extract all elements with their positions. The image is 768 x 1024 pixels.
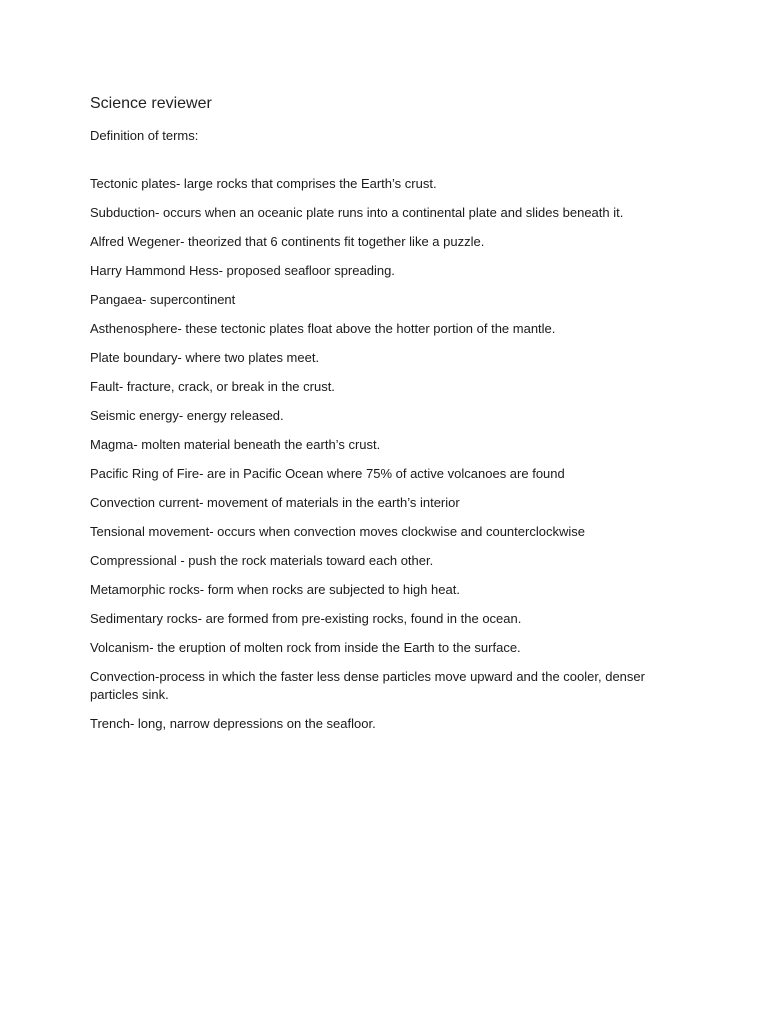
document-title: Science reviewer [90,95,212,112]
term-item: Subduction- occurs when an oceanic plate runs into a continental plate and slides beneath it. [90,205,624,220]
terms-list [90,175,650,744]
term-item: Magma- molten material beneath the earth’s crust. [90,437,381,452]
term-item: Trench- long, narrow depressions on the seafloor. [90,716,376,731]
term-item: Pacific Ring of Fire- are in Pacific Ocean where 75% of active volcanoes are found [90,466,565,481]
term-item: Alfred Wegener- theorized that 6 continents fit together like a puzzle. [90,234,485,249]
term-item: Convection-process in which the faster less dense particles move upward and the cooler, denser particles sink. [90,669,645,702]
term-item: Sedimentary rocks- are formed from pre-existing rocks, found in the ocean. [90,611,522,626]
term-item: Volcanism- the eruption of molten rock from inside the Earth to the surface. [90,640,521,655]
term-item: Fault- fracture, crack, or break in the crust. [90,379,335,394]
term-item: Pangaea- supercontinent [90,292,236,307]
term-item: Asthenosphere- these tectonic plates float above the hotter portion of the mantle. [90,321,556,336]
section-heading: Definition of terms: [90,128,199,143]
term-item: Tectonic plates- large rocks that comprises the Earth’s crust. [90,176,437,191]
term-item: Compressional - push the rock materials toward each other. [90,553,434,568]
term-item: Convection current- movement of materials in the earth’s interior [90,495,460,510]
term-item: Plate boundary- where two plates meet. [90,350,320,365]
term-item: Seismic energy- energy released. [90,408,284,423]
term-item: Harry Hammond Hess- proposed seafloor spreading. [90,263,395,278]
term-item: Metamorphic rocks- form when rocks are subjected to high heat. [90,582,460,597]
term-item: Tensional movement- occurs when convection moves clockwise and counterclockwise [90,524,585,539]
